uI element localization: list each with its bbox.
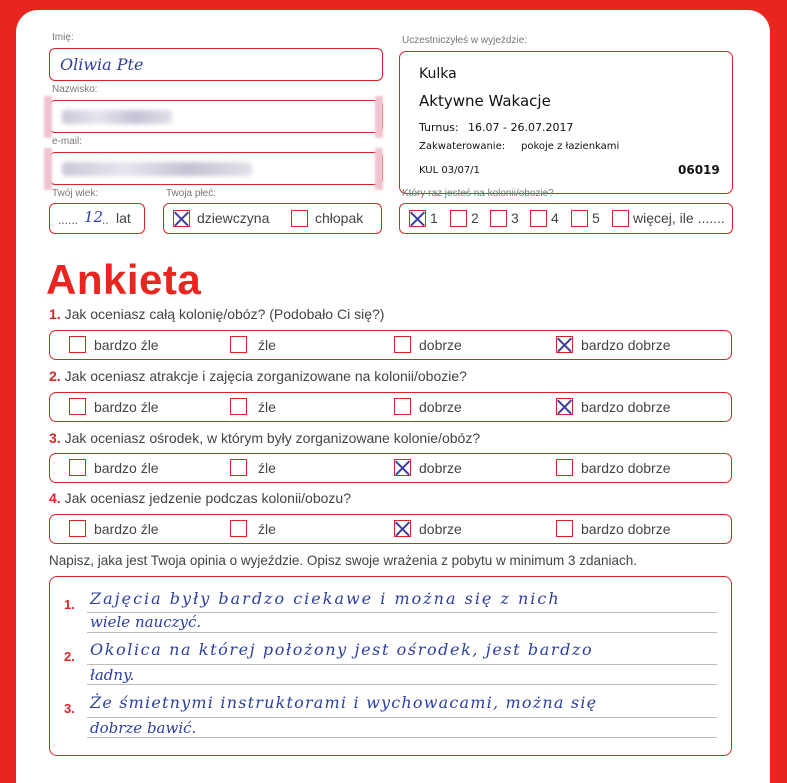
camp-name: Kulka [419, 66, 457, 82]
times-field [399, 203, 733, 234]
q4-checkbox-good[interactable] [394, 520, 411, 537]
q1-checkbox-very-bad[interactable] [69, 336, 86, 353]
name-label: Imię: [52, 32, 74, 43]
survey-title: Ankieta [46, 256, 202, 303]
age-unit: lat [116, 210, 131, 226]
surname-redaction [62, 110, 172, 124]
times-option-5: 5 [592, 210, 600, 226]
age-label: Twój wiek: [52, 188, 99, 199]
q3-option-good: dobrze [419, 460, 462, 476]
email-field[interactable] [49, 152, 383, 185]
ruled-line [87, 632, 717, 633]
name-value: Oliwia Pte [60, 55, 144, 74]
times-option-2: 2 [471, 210, 479, 226]
q4-checkbox-very-good[interactable] [556, 520, 573, 537]
q1-checkbox-good[interactable] [394, 336, 411, 353]
times-checkbox-1[interactable] [409, 210, 426, 227]
question-2 [49, 368, 467, 384]
age-value: 12 [84, 208, 104, 226]
q2-checkbox-good[interactable] [394, 398, 411, 415]
q3-option-very-bad: bardzo źle [94, 460, 159, 476]
camp-program: Aktywne Wakacje [419, 92, 551, 110]
opinion-prompt: Napisz, jaka jest Twoja opinia o wyjeździe. Opisz swoje wrażenia z pobytu w minimum 3 zdaniach. [49, 553, 638, 568]
opinion-line-2b: ładny. [90, 666, 135, 684]
q3-checkbox-good[interactable] [394, 459, 411, 476]
email-redaction [62, 162, 252, 176]
lodging-label: Zakwaterowanie: [419, 141, 506, 152]
answer-row-2 [49, 392, 732, 422]
times-option-3: 3 [511, 210, 519, 226]
question-2-text: Jak oceniasz atrakcje i zajęcia zorganizowane na kolonii/obozie? [64, 368, 467, 384]
times-checkbox-5[interactable] [571, 210, 588, 227]
times-option-more: więcej, ile ....... [633, 210, 725, 226]
q4-option-bad: źle [258, 521, 276, 537]
surname-field[interactable] [49, 100, 383, 133]
opinion-line-2a: Okolica na której położony jest ośrodek, jest bardzo [90, 640, 594, 659]
camp-code: KUL 03/07/1 [419, 165, 480, 176]
question-2-num: 2. [49, 368, 61, 384]
q2-option-good: dobrze [419, 399, 462, 415]
ruled-line [87, 684, 717, 685]
question-3-num: 3. [49, 430, 61, 446]
q2-option-very-good: bardzo dobrze [581, 399, 671, 415]
q1-checkbox-very-good[interactable] [556, 336, 573, 353]
question-3 [49, 430, 480, 446]
ruled-line [87, 664, 717, 665]
redaction-edge [375, 96, 383, 138]
q1-option-very-good: bardzo dobrze [581, 337, 671, 353]
email-label: e-mail: [52, 136, 83, 147]
ruled-line [87, 717, 717, 718]
q3-checkbox-very-good[interactable] [556, 459, 573, 476]
q3-option-bad: źle [258, 460, 276, 476]
question-3-text: Jak oceniasz ośrodek, w którym były zorganizowane kolonie/obóz? [64, 430, 481, 446]
q1-option-bad: źle [258, 337, 276, 353]
redaction-edge [375, 148, 383, 190]
redaction-edge [44, 96, 52, 138]
q2-checkbox-very-bad[interactable] [69, 398, 86, 415]
times-checkbox-4[interactable] [530, 210, 547, 227]
q3-option-very-good: bardzo dobrze [581, 460, 671, 476]
q4-option-very-bad: bardzo źle [94, 521, 159, 537]
question-4-text: Jak oceniasz jedzenie podczas kolonii/obozu? [64, 490, 351, 506]
gender-option-boy: chłopak [315, 210, 364, 226]
q3-checkbox-bad[interactable] [230, 459, 247, 476]
q2-option-very-bad: bardzo źle [94, 399, 159, 415]
camp-number: 06019 [678, 163, 720, 177]
surname-label: Nazwisko: [52, 84, 98, 95]
times-label: Który raz jesteś na kolonii/obozie? [402, 188, 554, 199]
q4-checkbox-very-bad[interactable] [69, 520, 86, 537]
opinion-line-3a: Że śmietnymi instruktorami i wychowacami, można się [90, 693, 598, 712]
answer-row-1 [49, 330, 732, 360]
opinion-line-1a: Zajęcia były bardzo ciekawe i można się z nich [90, 589, 561, 608]
name-field[interactable] [49, 48, 383, 81]
q1-option-very-bad: bardzo źle [94, 337, 159, 353]
gender-option-girl: dziewczyna [197, 210, 270, 226]
times-checkbox-more[interactable] [612, 210, 629, 227]
question-1 [49, 306, 384, 322]
times-option-4: 4 [551, 210, 559, 226]
times-checkbox-2[interactable] [450, 210, 467, 227]
times-option-1: 1 [430, 210, 438, 226]
question-4 [49, 490, 351, 506]
answer-row-4 [49, 514, 732, 544]
ruled-line [87, 737, 717, 738]
opinion-num-3: 3. [64, 701, 75, 716]
q2-checkbox-very-good[interactable] [556, 398, 573, 415]
age-dots-right: .. [102, 213, 109, 227]
q1-checkbox-bad[interactable] [230, 336, 247, 353]
gender-checkbox-boy[interactable] [291, 210, 308, 227]
survey-sheet [16, 10, 770, 783]
turnus-value: 16.07 - 26.07.2017 [468, 121, 574, 134]
q2-option-bad: źle [258, 399, 276, 415]
redaction-edge [44, 148, 52, 190]
answer-row-3 [49, 453, 732, 483]
q4-checkbox-bad[interactable] [230, 520, 247, 537]
turnus-label: Turnus: [419, 121, 459, 134]
lodging-value: pokoje z łazienkami [521, 141, 620, 152]
gender-field [163, 203, 382, 234]
question-1-num: 1. [49, 306, 61, 322]
camp-info-box [399, 51, 733, 194]
q4-option-very-good: bardzo dobrze [581, 521, 671, 537]
q4-option-good: dobrze [419, 521, 462, 537]
question-4-num: 4. [49, 490, 61, 506]
camp-label: Uczestniczyłeś w wyjeździe: [402, 35, 528, 46]
age-field[interactable] [49, 203, 145, 234]
opinion-line-3b: dobrze bawić. [90, 719, 197, 737]
opinion-line-1b: wiele nauczyć. [90, 613, 202, 631]
age-dots-left: ...... [58, 213, 79, 227]
q2-checkbox-bad[interactable] [230, 398, 247, 415]
q1-option-good: dobrze [419, 337, 462, 353]
question-1-text: Jak oceniasz całą kolonię/obóz? (Podobało Ci się?) [64, 306, 385, 322]
opinion-num-2: 2. [64, 649, 75, 664]
times-checkbox-3[interactable] [490, 210, 507, 227]
gender-label: Twoja płeć: [166, 188, 217, 199]
gender-checkbox-girl[interactable] [173, 210, 190, 227]
q3-checkbox-very-bad[interactable] [69, 459, 86, 476]
opinion-num-1: 1. [64, 597, 75, 612]
opinion-box[interactable] [49, 576, 732, 756]
